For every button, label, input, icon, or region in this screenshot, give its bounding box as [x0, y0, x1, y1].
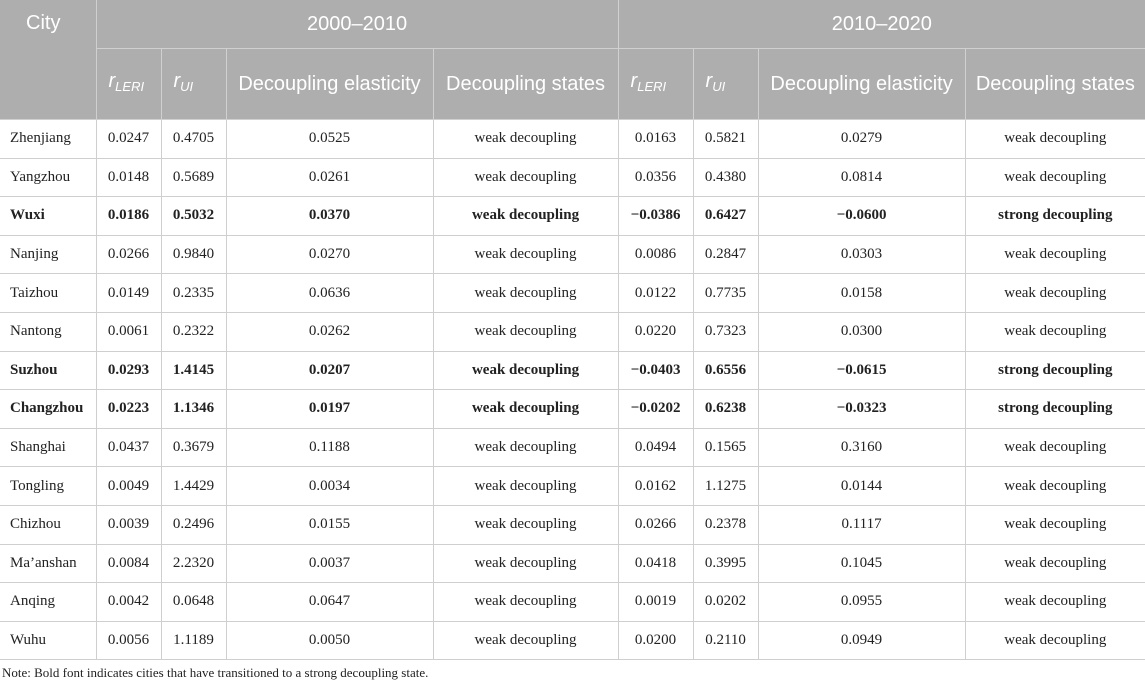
city-cell: Wuxi: [0, 197, 96, 236]
table-row: [0, 428, 1145, 467]
table-row: [0, 544, 1145, 583]
r-ui-cell-2000-2010: 1.4145: [161, 351, 226, 390]
decoupling-elasticity-cell-2000-2010: 0.0525: [226, 120, 433, 159]
decoupling-state-cell-2000-2010: weak decoupling: [433, 274, 618, 313]
decoupling-elasticity-cell-2000-2010: 0.0197: [226, 390, 433, 429]
r-ui-cell-2010-2020: 0.6556: [693, 351, 758, 390]
r-ui-cell-2010-2020: 0.7323: [693, 312, 758, 351]
decoupling-state-cell-2010-2020: weak decoupling: [965, 235, 1145, 274]
city-cell: Ma’anshan: [0, 544, 96, 583]
r-leri-cell-2010-2020: −0.0403: [618, 351, 693, 390]
r-ui-cell-2010-2020: 0.2378: [693, 505, 758, 544]
city-cell: Chizhou: [0, 505, 96, 544]
r-ui-cell-2000-2010: 2.2320: [161, 544, 226, 583]
decoupling-elasticity-cell-2010-2020: 0.0144: [758, 467, 965, 506]
city-cell: Nanjing: [0, 235, 96, 274]
decoupling-state-cell-2010-2020: weak decoupling: [965, 312, 1145, 351]
decoupling-elasticity-cell-2000-2010: 0.0155: [226, 505, 433, 544]
city-cell: Shanghai: [0, 428, 96, 467]
r-leri-cell-2000-2010: 0.0247: [96, 120, 161, 159]
r-ui-cell-2000-2010: 0.9840: [161, 235, 226, 274]
decoupling-state-cell-2010-2020: weak decoupling: [965, 158, 1145, 197]
decoupling-elasticity-cell-2000-2010: 0.0262: [226, 312, 433, 351]
decoupling-elasticity-cell-2000-2010: 0.1188: [226, 428, 433, 467]
decoupling-state-cell-2000-2010: weak decoupling: [433, 235, 618, 274]
r-leri-cell-2000-2010: 0.0148: [96, 158, 161, 197]
r-leri-cell-2000-2010: 0.0061: [96, 312, 161, 351]
city-cell: Zhenjiang: [0, 120, 96, 159]
r-ui-cell-2010-2020: 0.4380: [693, 158, 758, 197]
decoupling-elasticity-cell-2010-2020: 0.0300: [758, 312, 965, 351]
header-period-2000-2010: 2000–2010: [96, 0, 618, 49]
decoupling-elasticity-cell-2010-2020: 0.0955: [758, 583, 965, 622]
r-ui-cell-2010-2020: 0.6427: [693, 197, 758, 236]
header-elasticity-2: Decoupling elasticity: [758, 49, 965, 120]
r-leri-cell-2010-2020: 0.0494: [618, 428, 693, 467]
decoupling-state-cell-2000-2010: weak decoupling: [433, 583, 618, 622]
decoupling-state-cell-2010-2020: weak decoupling: [965, 505, 1145, 544]
r-leri-cell-2000-2010: 0.0266: [96, 235, 161, 274]
r-leri-cell-2010-2020: 0.0019: [618, 583, 693, 622]
r-leri-cell-2000-2010: 0.0042: [96, 583, 161, 622]
table-row: [0, 274, 1145, 313]
r-leri-cell-2010-2020: 0.0086: [618, 235, 693, 274]
decoupling-state-cell-2010-2020: weak decoupling: [965, 621, 1145, 660]
decoupling-elasticity-cell-2010-2020: 0.3160: [758, 428, 965, 467]
r-ui-cell-2000-2010: 1.4429: [161, 467, 226, 506]
decoupling-state-cell-2000-2010: weak decoupling: [433, 621, 618, 660]
table-body: [0, 120, 1145, 660]
decoupling-elasticity-cell-2010-2020: −0.0323: [758, 390, 965, 429]
decoupling-state-cell-2010-2020: weak decoupling: [965, 583, 1145, 622]
table-row: [0, 390, 1145, 429]
decoupling-elasticity-cell-2010-2020: 0.0158: [758, 274, 965, 313]
table-note: Note: Bold font indicates cities that have transitioned to a strong decoupling state.: [2, 665, 429, 680]
decoupling-state-cell-2010-2020: strong decoupling: [965, 197, 1145, 236]
decoupling-elasticity-cell-2010-2020: −0.0600: [758, 197, 965, 236]
header-elasticity-1: Decoupling elasticity: [226, 49, 433, 120]
decoupling-elasticity-cell-2010-2020: 0.1117: [758, 505, 965, 544]
decoupling-state-cell-2000-2010: weak decoupling: [433, 312, 618, 351]
decoupling-state-cell-2000-2010: weak decoupling: [433, 158, 618, 197]
r-leri-cell-2010-2020: 0.0162: [618, 467, 693, 506]
decoupling-elasticity-cell-2010-2020: 0.0303: [758, 235, 965, 274]
decoupling-elasticity-cell-2010-2020: 0.0949: [758, 621, 965, 660]
r-leri-cell-2010-2020: 0.0418: [618, 544, 693, 583]
decoupling-state-cell-2000-2010: weak decoupling: [433, 467, 618, 506]
header-r-leri-2: $r_{LERI}$: [618, 49, 693, 120]
decoupling-state-cell-2000-2010: weak decoupling: [433, 428, 618, 467]
r-leri-cell-2010-2020: 0.0356: [618, 158, 693, 197]
r-leri-cell-2000-2010: 0.0056: [96, 621, 161, 660]
city-cell: Nantong: [0, 312, 96, 351]
header-states-1: Decoupling states: [433, 49, 618, 120]
city-cell: Wuhu: [0, 621, 96, 660]
table-row: [0, 621, 1145, 660]
r-leri-cell-2010-2020: −0.0202: [618, 390, 693, 429]
r-ui-cell-2000-2010: 0.2496: [161, 505, 226, 544]
city-cell: Taizhou: [0, 274, 96, 313]
decoupling-elasticity-cell-2000-2010: 0.0636: [226, 274, 433, 313]
decoupling-elasticity-cell-2000-2010: 0.0034: [226, 467, 433, 506]
decoupling-elasticity-cell-2000-2010: 0.0647: [226, 583, 433, 622]
city-cell: Yangzhou: [0, 158, 96, 197]
r-ui-cell-2010-2020: 0.1565: [693, 428, 758, 467]
header-r-ui-1: $r_{UI}$: [161, 49, 226, 120]
header-r-ui-2: $r_{UI}$: [693, 49, 758, 120]
table-row: [0, 312, 1145, 351]
r-ui-cell-2000-2010: 0.5689: [161, 158, 226, 197]
header-r-leri-1: $r_{LERI}$: [96, 49, 161, 120]
r-ui-cell-2000-2010: 0.2335: [161, 274, 226, 313]
r-leri-cell-2010-2020: −0.0386: [618, 197, 693, 236]
city-cell: Changzhou: [0, 390, 96, 429]
table-row: [0, 583, 1145, 622]
table-row: [0, 467, 1145, 506]
header-city: City: [0, 0, 96, 120]
decoupling-state-cell-2010-2020: weak decoupling: [965, 428, 1145, 467]
r-leri-cell-2000-2010: 0.0223: [96, 390, 161, 429]
decoupling-elasticity-cell-2000-2010: 0.0037: [226, 544, 433, 583]
header-states-2: Decoupling states: [965, 49, 1145, 120]
r-leri-cell-2000-2010: 0.0084: [96, 544, 161, 583]
r-ui-cell-2010-2020: 0.5821: [693, 120, 758, 159]
r-leri-cell-2000-2010: 0.0293: [96, 351, 161, 390]
header-period-2010-2020: 2010–2020: [618, 0, 1145, 49]
decoupling-elasticity-cell-2000-2010: 0.0270: [226, 235, 433, 274]
decoupling-elasticity-cell-2010-2020: 0.0814: [758, 158, 965, 197]
decoupling-elasticity-cell-2000-2010: 0.0370: [226, 197, 433, 236]
decoupling-state-cell-2010-2020: weak decoupling: [965, 467, 1145, 506]
r-ui-cell-2000-2010: 0.3679: [161, 428, 226, 467]
r-ui-cell-2010-2020: 0.2110: [693, 621, 758, 660]
r-leri-cell-2000-2010: 0.0437: [96, 428, 161, 467]
decoupling-state-cell-2010-2020: strong decoupling: [965, 390, 1145, 429]
r-ui-cell-2000-2010: 0.4705: [161, 120, 226, 159]
r-ui-cell-2010-2020: 0.2847: [693, 235, 758, 274]
r-ui-cell-2000-2010: 0.2322: [161, 312, 226, 351]
decoupling-state-cell-2010-2020: weak decoupling: [965, 120, 1145, 159]
r-leri-cell-2010-2020: 0.0266: [618, 505, 693, 544]
r-ui-cell-2000-2010: 1.1189: [161, 621, 226, 660]
table-row: [0, 197, 1145, 236]
city-cell: Tongling: [0, 467, 96, 506]
decoupling-elasticity-cell-2010-2020: 0.1045: [758, 544, 965, 583]
r-leri-cell-2010-2020: 0.0163: [618, 120, 693, 159]
table-row: [0, 158, 1145, 197]
r-leri-cell-2010-2020: 0.0122: [618, 274, 693, 313]
table-row: [0, 505, 1145, 544]
decoupling-elasticity-cell-2000-2010: 0.0207: [226, 351, 433, 390]
r-ui-cell-2000-2010: 1.1346: [161, 390, 226, 429]
decoupling-elasticity-cell-2000-2010: 0.0050: [226, 621, 433, 660]
table-row: [0, 120, 1145, 159]
r-ui-cell-2010-2020: 0.3995: [693, 544, 758, 583]
city-cell: Anqing: [0, 583, 96, 622]
table-row: [0, 235, 1145, 274]
r-leri-cell-2010-2020: 0.0220: [618, 312, 693, 351]
decoupling-state-cell-2000-2010: weak decoupling: [433, 390, 618, 429]
r-leri-cell-2000-2010: 0.0039: [96, 505, 161, 544]
r-ui-cell-2000-2010: 0.5032: [161, 197, 226, 236]
decoupling-elasticity-cell-2000-2010: 0.0261: [226, 158, 433, 197]
decoupling-state-cell-2010-2020: weak decoupling: [965, 274, 1145, 313]
decoupling-state-cell-2000-2010: weak decoupling: [433, 120, 618, 159]
decoupling-state-cell-2000-2010: weak decoupling: [433, 197, 618, 236]
decoupling-state-cell-2010-2020: strong decoupling: [965, 351, 1145, 390]
r-leri-cell-2010-2020: 0.0200: [618, 621, 693, 660]
table-header: [0, 0, 1145, 120]
decoupling-state-cell-2000-2010: weak decoupling: [433, 351, 618, 390]
city-cell: Suzhou: [0, 351, 96, 390]
r-ui-cell-2010-2020: 1.1275: [693, 467, 758, 506]
decoupling-state-cell-2000-2010: weak decoupling: [433, 505, 618, 544]
r-ui-cell-2000-2010: 0.0648: [161, 583, 226, 622]
decoupling-elasticity-cell-2010-2020: 0.0279: [758, 120, 965, 159]
table-row: [0, 351, 1145, 390]
decoupling-state-cell-2010-2020: weak decoupling: [965, 544, 1145, 583]
decoupling-state-cell-2000-2010: weak decoupling: [433, 544, 618, 583]
r-leri-cell-2000-2010: 0.0149: [96, 274, 161, 313]
r-ui-cell-2010-2020: 0.7735: [693, 274, 758, 313]
decoupling-elasticity-cell-2010-2020: −0.0615: [758, 351, 965, 390]
r-leri-cell-2000-2010: 0.0186: [96, 197, 161, 236]
r-leri-cell-2000-2010: 0.0049: [96, 467, 161, 506]
r-ui-cell-2010-2020: 0.0202: [693, 583, 758, 622]
r-ui-cell-2010-2020: 0.6238: [693, 390, 758, 429]
